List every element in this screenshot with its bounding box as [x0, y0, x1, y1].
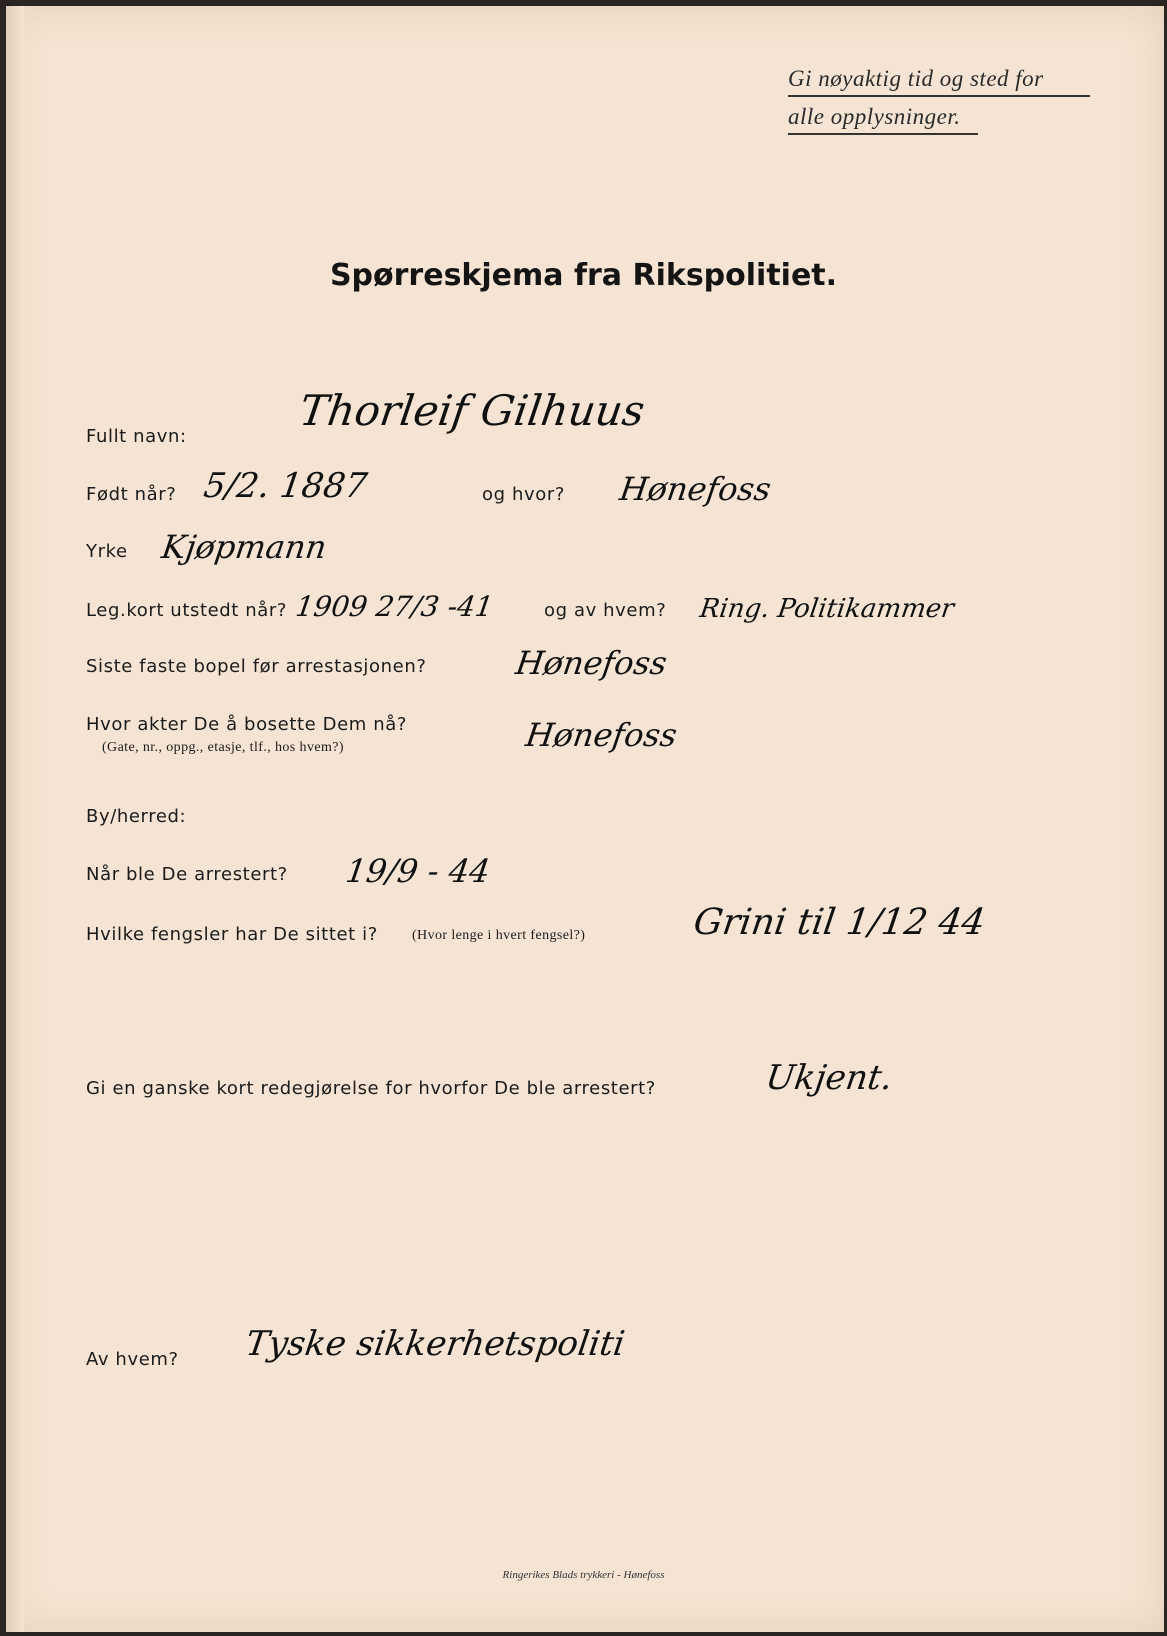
id-card-when-label: Leg.kort utstedt når?: [86, 600, 288, 621]
full-name-label: Fullt navn:: [86, 426, 187, 447]
arrest-reason-value: Ukjent.: [763, 1058, 896, 1098]
born-when-label: Født når?: [86, 484, 177, 505]
id-card-by-label: og av hvem?: [544, 600, 667, 621]
arrested-by-label: Av hvem?: [86, 1349, 179, 1370]
occupation-value: Kjøpmann: [159, 528, 329, 566]
arrest-date-label: Når ble De arrestert?: [86, 864, 288, 885]
arrest-reason-label: Gi en ganske kort redegjørelse for hvorfor De ble arrestert?: [86, 1078, 656, 1099]
last-residence-value: Hønefoss: [513, 644, 670, 682]
arrest-date-value: 19/9 - 44: [343, 852, 493, 890]
prisons-label: Hvilke fengsler har De sittet i?: [86, 924, 378, 945]
instruction-line-1: Gi nøyaktig tid og sted for: [788, 66, 1090, 97]
sheet-edge: [6, 6, 24, 1632]
instruction-line-2: alle opplysninger.: [788, 104, 978, 135]
intended-residence-value: Hønefoss: [523, 716, 680, 754]
prisons-sublabel: (Hvor lenge i hvert fengsel?): [412, 928, 586, 943]
intended-residence-label: Hvor akter De å bosette Dem nå?: [86, 714, 408, 735]
printer-footer: Ringerikes Blads trykkeri - Hønefoss: [502, 1569, 665, 1581]
arrested-by-value: Tyske sikkerhetspoliti: [243, 1324, 628, 1364]
id-card-when-value: 1909 27/3 -41: [293, 590, 496, 623]
full-name-value: Thorleif Gilhuus: [296, 386, 648, 435]
prisons-value: Grini til 1/12 44: [691, 902, 988, 943]
id-card-by-value: Ring. Politikammer: [697, 594, 956, 624]
last-residence-label: Siste faste bopel før arrestasjonen?: [86, 656, 427, 677]
occupation-label: Yrke: [86, 541, 128, 562]
born-when-value: 5/2. 1887: [201, 466, 370, 506]
form-title: Spørreskjema fra Rikspolitiet.: [329, 258, 838, 293]
born-where-label: og hvor?: [482, 484, 565, 505]
municipality-label: By/herred:: [86, 806, 187, 827]
born-where-value: Hønefoss: [617, 470, 774, 508]
intended-residence-sublabel: (Gate, nr., oppg., etasje, tlf., hos hvem?): [102, 740, 344, 755]
